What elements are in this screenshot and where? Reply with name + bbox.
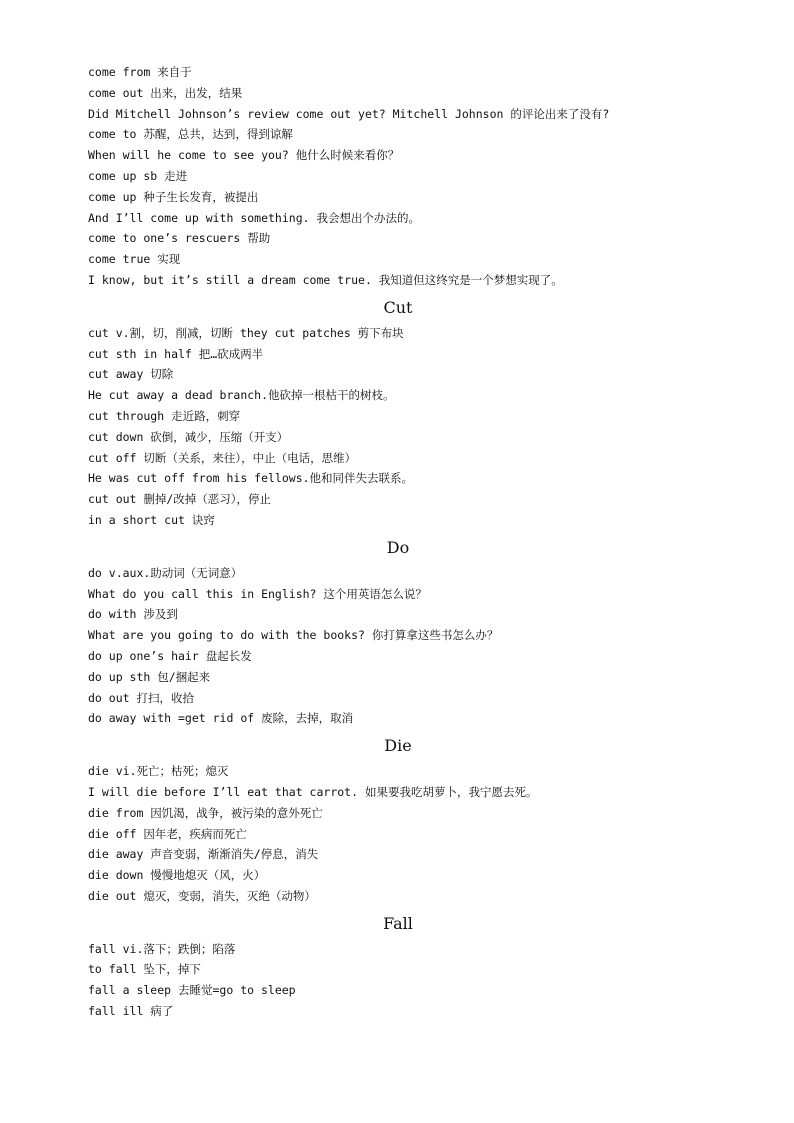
section-do: [88, 533, 708, 729]
text-line: He was cut off from his fellows.他和同伴失去联系。: [88, 471, 414, 486]
text-line: die from 因饥渴，战争，被污染的意外死亡: [88, 805, 323, 820]
text-line: die down 慢慢地熄灭（风，火）: [88, 868, 266, 883]
section-heading: Die: [384, 736, 412, 756]
text-line: come to one’s rescuers 帮助: [88, 231, 271, 246]
section-cut: [88, 293, 708, 531]
text-line: fall a sleep 去睡觉=go to sleep: [88, 983, 296, 998]
text-line: cut v.割，切，削减，切断 they cut patches 剪下布块: [88, 325, 404, 340]
text-line: fall ill 病了: [88, 1004, 174, 1019]
text-line: cut off 切断（关系，来往），中止（电话，思维）: [88, 450, 357, 465]
text-line: And I’ll come up with something. 我会想出个办法的。: [88, 210, 420, 225]
text-line: cut down 砍倒，减少，压缩（开支）: [88, 429, 289, 444]
text-line: cut away 切除: [88, 367, 174, 382]
section-come: [88, 62, 708, 291]
section-die: [88, 731, 708, 907]
text-line: fall vi.落下；跌倒；陷落: [88, 941, 236, 956]
text-line: cut through 走近路，刺穿: [88, 408, 241, 423]
text-line: do out 打扫，收拾: [88, 690, 194, 705]
text-line: come true 实现: [88, 252, 181, 267]
document-page: [88, 62, 708, 1022]
text-line: do away with =get rid of 废除，去掉，取消: [88, 711, 354, 726]
section-heading: Cut: [383, 297, 413, 317]
text-line: die vi.死亡；枯死；熄灭: [88, 764, 229, 779]
text-line: do v.aux.助动词（无词意）: [88, 565, 243, 580]
text-line: do with 涉及到: [88, 607, 178, 622]
text-line: What do you call this in English? 这个用英语怎么说？: [88, 586, 427, 601]
text-line: come up 种子生长发育，被提出: [88, 189, 259, 204]
section-heading: Do: [386, 537, 410, 557]
section-fall: [88, 909, 708, 1022]
section-heading: Fall: [383, 913, 413, 933]
text-line: come from 来自于: [88, 65, 192, 79]
text-line: Did Mitchell Johnson’s review come out yet? Mitchell Johnson 的评论出来了没有?: [88, 106, 610, 121]
text-line: cut out 删掉/改掉（恶习），停止: [88, 492, 272, 507]
text-line: come to 苏醒，总共，达到，得到谅解: [88, 127, 293, 142]
text-line: come out 出来，出发，结果: [88, 85, 243, 100]
text-line: cut sth in half 把…砍成两半: [88, 346, 264, 361]
text-line: in a short cut 诀窍: [88, 512, 215, 527]
text-line: to fall 坠下，掉下: [88, 962, 201, 977]
text-line: I will die before I’ll eat that carrot. 如果要我吃胡萝卜，我宁愿去死。: [88, 784, 538, 799]
text-line: He cut away a dead branch.他砍掉一根枯干的树枝。: [88, 388, 395, 403]
text-line: do up sth 包/捆起来: [88, 669, 211, 684]
text-line: come up sb 走进: [88, 168, 188, 183]
text-line: I know, but it’s still a dream come true. 我知道但这终究是一个梦想实现了。: [88, 272, 563, 287]
text-line: die out 熄灭，变弱，消失，灭绝（动物）: [88, 888, 316, 903]
text-line: When will he come to see you? 他什么时候来看你？: [88, 148, 400, 163]
text-line: What are you going to do with the books? 你打算拿这些书怎么办？: [88, 628, 499, 643]
text-line: do up one’s hair 盘起长发: [88, 648, 252, 663]
text-line: die away 声音变弱，渐渐消失/停息，消失: [88, 847, 319, 862]
text-line: die off 因年老，疾病而死亡: [88, 826, 247, 841]
